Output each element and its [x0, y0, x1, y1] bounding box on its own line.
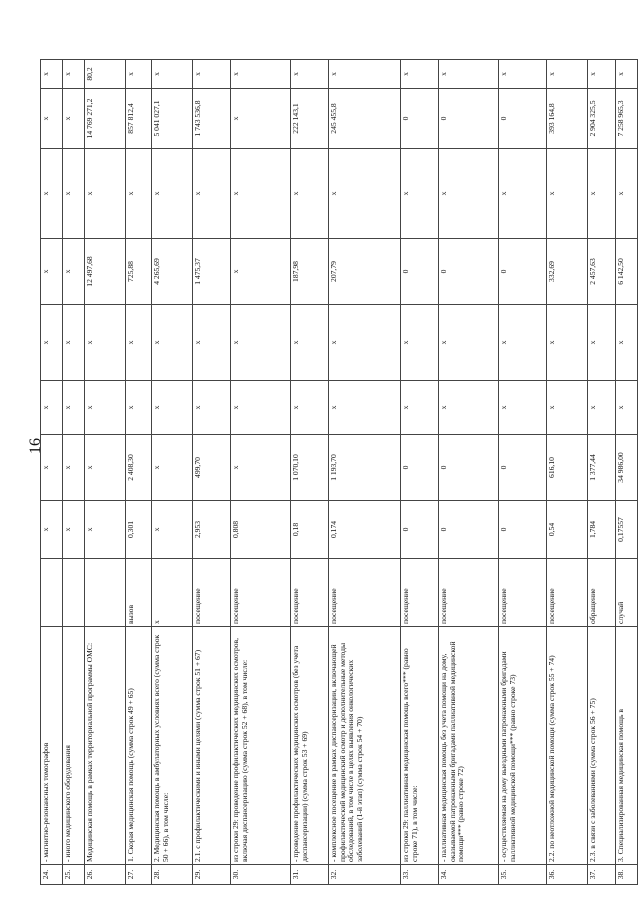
share-cell: x	[41, 60, 63, 89]
oms-total-cell: 857 812,4	[126, 89, 152, 149]
budget-total-cell: x	[231, 149, 291, 239]
unit-cell	[41, 559, 63, 627]
unit-cell: вызов	[126, 559, 152, 627]
cost-per-unit-cell: 616,10	[547, 435, 588, 501]
unit-cell: посещение	[329, 559, 401, 627]
share-cell: x	[588, 60, 616, 89]
oms-total-cell: 0	[499, 89, 547, 149]
unit-cell: посещение	[499, 559, 547, 627]
oms-total-cell: x	[41, 89, 63, 149]
oms-norm-cell: 207,79	[329, 239, 401, 305]
oms-norm-cell: 1 475,37	[193, 239, 231, 305]
oms-norm-cell: 0	[499, 239, 547, 305]
cost-per-unit-cell: x	[85, 435, 126, 501]
unit-cell: посещение	[401, 559, 439, 627]
table-row	[547, 60, 588, 885]
volume-cell: 0,54	[547, 501, 588, 559]
cost-per-unit-cell: x	[63, 435, 85, 501]
volume-cell: 0,808	[231, 501, 291, 559]
unit-cell: посещение	[547, 559, 588, 627]
table-row	[41, 60, 63, 885]
budget-total-cell: x	[41, 149, 63, 239]
oms-norm-cell: 4 265,69	[152, 239, 193, 305]
oms-norm-cell: 0	[401, 239, 439, 305]
share-cell: 80,2	[85, 60, 126, 89]
row-number-cell: 28.	[152, 865, 193, 885]
budget-per-capita-cell: x	[329, 381, 401, 435]
cost-per-unit-cell: 0	[401, 435, 439, 501]
volume-cell: 0	[401, 501, 439, 559]
table-row	[291, 60, 329, 885]
oms-per-capita-cell: x	[547, 305, 588, 381]
budget-total-cell: x	[439, 149, 499, 239]
budget-total-cell: x	[329, 149, 401, 239]
budget-per-capita-cell: x	[547, 381, 588, 435]
oms-norm-cell: 2 457,63	[588, 239, 616, 305]
row-name-cell: - иного медицинского оборудования	[63, 627, 85, 865]
unit-cell	[63, 559, 85, 627]
oms-total-cell: 5 041 027,1	[152, 89, 193, 149]
oms-norm-cell: 12 497,68	[85, 239, 126, 305]
oms-norm-cell: 6 142,50	[616, 239, 638, 305]
budget-per-capita-cell: x	[193, 381, 231, 435]
share-cell: x	[193, 60, 231, 89]
oms-norm-cell: x	[231, 239, 291, 305]
oms-per-capita-cell: x	[85, 305, 126, 381]
row-name-cell: - проведение профилактических медицинских осмотров (без учета диспансеризации) (сумма строк 53 + 69)	[291, 627, 329, 865]
share-cell: x	[152, 60, 193, 89]
row-name-cell: - осуществляемая на дому выездными патронажными бригадами паллиативной медицинской помощи*** (равно строке 73)	[499, 627, 547, 865]
row-name-cell: - магнитно-резонансных томографов	[41, 627, 63, 865]
table-row	[85, 60, 126, 885]
oms-norm-cell: 725,88	[126, 239, 152, 305]
table-row	[401, 60, 439, 885]
unit-cell: x	[152, 559, 193, 627]
cost-per-unit-cell: x	[152, 435, 193, 501]
row-name-cell: 2.3. в связи с заболеваниями (сумма строк 56 + 75)	[588, 627, 616, 865]
row-number-cell: 29.	[193, 865, 231, 885]
oms-total-cell: 222 143,1	[291, 89, 329, 149]
row-number-cell: 37.	[588, 865, 616, 885]
oms-norm-cell: x	[41, 239, 63, 305]
unit-cell: посещение	[439, 559, 499, 627]
table-row	[63, 60, 85, 885]
row-number-cell: 24.	[41, 865, 63, 885]
unit-cell: посещение	[291, 559, 329, 627]
share-cell: x	[126, 60, 152, 89]
cost-per-unit-cell: 1 193,70	[329, 435, 401, 501]
cost-per-unit-cell: 0	[499, 435, 547, 501]
oms-total-cell: 0	[439, 89, 499, 149]
budget-per-capita-cell: x	[616, 381, 638, 435]
oms-total-cell: 2 904 325,5	[588, 89, 616, 149]
oms-norm-cell: 187,98	[291, 239, 329, 305]
oms-total-cell: 0	[401, 89, 439, 149]
page-number: 16	[27, 438, 44, 454]
row-name-cell: - комплексное посещение в рамках диспансеризации, включающей профилактический медицинский осмотр и дополнительные методы обследований, в том числе в целях выявления онкологических заболеваний (1-й этап) (сумма строк 54 + 70)	[329, 627, 401, 865]
oms-total-cell: 393 164,8	[547, 89, 588, 149]
table-row	[499, 60, 547, 885]
row-number-cell: 32.	[329, 865, 401, 885]
row-name-cell: из строки 29: паллиативная медицинская помощь всего*** (равно строке 71), в том числе:	[401, 627, 439, 865]
financing-table	[40, 59, 638, 885]
budget-total-cell: x	[616, 149, 638, 239]
budget-total-cell: x	[193, 149, 231, 239]
budget-total-cell: x	[588, 149, 616, 239]
budget-per-capita-cell: x	[231, 381, 291, 435]
table-row	[439, 60, 499, 885]
budget-total-cell: x	[126, 149, 152, 239]
volume-cell: 0,17557	[616, 501, 638, 559]
row-name-cell: 2.2. по неотложной медицинской помощи (сумма строк 55 + 74)	[547, 627, 588, 865]
cost-per-unit-cell: 0	[439, 435, 499, 501]
row-number-cell: 27.	[126, 865, 152, 885]
volume-cell: x	[63, 501, 85, 559]
table-row	[152, 60, 193, 885]
oms-norm-cell: 332,69	[547, 239, 588, 305]
share-cell: x	[401, 60, 439, 89]
budget-per-capita-cell: x	[152, 381, 193, 435]
volume-cell: 0	[499, 501, 547, 559]
table-row	[193, 60, 231, 885]
budget-per-capita-cell: x	[439, 381, 499, 435]
oms-per-capita-cell: x	[152, 305, 193, 381]
volume-cell: x	[85, 501, 126, 559]
oms-total-cell: x	[63, 89, 85, 149]
cost-per-unit-cell: x	[41, 435, 63, 501]
unit-cell: посещение	[231, 559, 291, 627]
row-number-cell: 30.	[231, 865, 291, 885]
oms-per-capita-cell: x	[41, 305, 63, 381]
volume-cell: 1,784	[588, 501, 616, 559]
budget-per-capita-cell: x	[588, 381, 616, 435]
oms-per-capita-cell: x	[126, 305, 152, 381]
share-cell: x	[329, 60, 401, 89]
row-number-cell: 31.	[291, 865, 329, 885]
budget-per-capita-cell: x	[291, 381, 329, 435]
share-cell: x	[499, 60, 547, 89]
cost-per-unit-cell: 499,70	[193, 435, 231, 501]
unit-cell: обращение	[588, 559, 616, 627]
table-viewport	[40, 60, 625, 885]
row-number-cell: 33.	[401, 865, 439, 885]
volume-cell: x	[41, 501, 63, 559]
oms-total-cell: x	[231, 89, 291, 149]
budget-per-capita-cell: x	[85, 381, 126, 435]
volume-cell: 0	[439, 501, 499, 559]
row-number-cell: 26.	[85, 865, 126, 885]
row-name-cell: 1. Скорая медицинская помощь (сумма строк 49 + 65)	[126, 627, 152, 865]
oms-per-capita-cell: x	[616, 305, 638, 381]
row-name-cell: 3. Специализированная медицинская помощь в	[616, 627, 638, 865]
budget-total-cell: x	[63, 149, 85, 239]
oms-per-capita-cell: x	[588, 305, 616, 381]
row-name-cell: 2.1. с профилактическими и иными целями (сумма строк 51 + 67)	[193, 627, 231, 865]
oms-per-capita-cell: x	[439, 305, 499, 381]
cost-per-unit-cell: 1 070,10	[291, 435, 329, 501]
budget-total-cell: x	[85, 149, 126, 239]
row-number-cell: 25.	[63, 865, 85, 885]
cost-per-unit-cell: 2 408,30	[126, 435, 152, 501]
oms-total-cell: 14 769 271,2	[85, 89, 126, 149]
oms-per-capita-cell: x	[231, 305, 291, 381]
budget-total-cell: x	[547, 149, 588, 239]
oms-total-cell: 1 743 536,8	[193, 89, 231, 149]
budget-per-capita-cell: x	[499, 381, 547, 435]
budget-per-capita-cell: x	[126, 381, 152, 435]
row-number-cell: 34.	[439, 865, 499, 885]
row-number-cell: 38.	[616, 865, 638, 885]
table-row	[329, 60, 401, 885]
oms-total-cell: 7 258 965,3	[616, 89, 638, 149]
oms-per-capita-cell: x	[193, 305, 231, 381]
volume-cell: 0,174	[329, 501, 401, 559]
table-row	[588, 60, 616, 885]
table-row	[126, 60, 152, 885]
cost-per-unit-cell: 34 986,00	[616, 435, 638, 501]
oms-per-capita-cell: x	[401, 305, 439, 381]
share-cell: x	[616, 60, 638, 89]
share-cell: x	[63, 60, 85, 89]
budget-total-cell: x	[291, 149, 329, 239]
oms-total-cell: 245 455,8	[329, 89, 401, 149]
row-name-cell: Медицинская помощь в рамках территориальной программы ОМС:	[85, 627, 126, 865]
oms-per-capita-cell: x	[291, 305, 329, 381]
volume-cell: 0,301	[126, 501, 152, 559]
budget-total-cell: x	[499, 149, 547, 239]
volume-cell: 2,953	[193, 501, 231, 559]
unit-cell: посещение	[193, 559, 231, 627]
share-cell: x	[231, 60, 291, 89]
budget-per-capita-cell: x	[63, 381, 85, 435]
row-number-cell: 36.	[547, 865, 588, 885]
row-name-cell: из строки 29: проведение профилактических медицинских осмотров, включая диспансеризацию (сумма строк 52 + 68), в том числе:	[231, 627, 291, 865]
share-cell: x	[439, 60, 499, 89]
cost-per-unit-cell: 1 377,44	[588, 435, 616, 501]
oms-norm-cell: 0	[439, 239, 499, 305]
row-number-cell: 35.	[499, 865, 547, 885]
share-cell: x	[547, 60, 588, 89]
table-row	[616, 60, 638, 885]
budget-total-cell: x	[401, 149, 439, 239]
oms-per-capita-cell: x	[329, 305, 401, 381]
unit-cell	[85, 559, 126, 627]
oms-per-capita-cell: x	[499, 305, 547, 381]
oms-per-capita-cell: x	[63, 305, 85, 381]
volume-cell: 0,18	[291, 501, 329, 559]
budget-per-capita-cell: x	[401, 381, 439, 435]
budget-total-cell: x	[152, 149, 193, 239]
row-name-cell: 2. Медицинская помощь в амбулаторных условиях всего (сумма строк 50 + 66), в том числе:	[152, 627, 193, 865]
share-cell: x	[291, 60, 329, 89]
cost-per-unit-cell: x	[231, 435, 291, 501]
volume-cell: x	[152, 501, 193, 559]
unit-cell: случай	[616, 559, 638, 627]
table-row	[231, 60, 291, 885]
row-name-cell: - паллиативная медицинская помощь без учета помощи на дому, оказываемой патронажными бригадами паллиативной медицинской помощи*** (равно строке 72)	[439, 627, 499, 865]
oms-norm-cell: x	[63, 239, 85, 305]
budget-per-capita-cell: x	[41, 381, 63, 435]
